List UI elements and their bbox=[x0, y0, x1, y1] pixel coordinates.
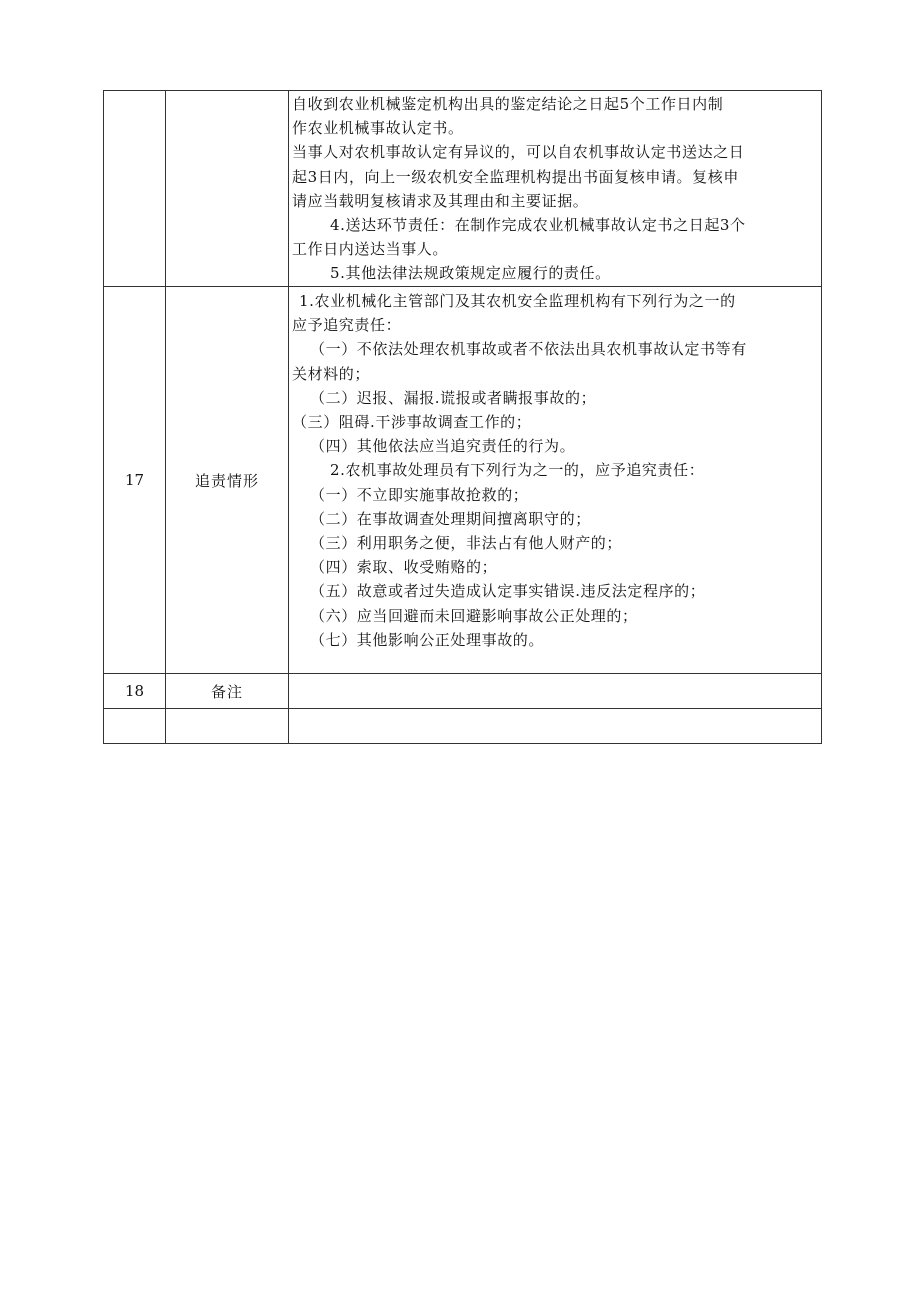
row-number-cell: 17 bbox=[104, 287, 166, 674]
content-line: 工作日内送达当事人。 bbox=[292, 240, 449, 259]
content-line: 当事人对农机事故认定有异议的，可以自农机事故认定书送达之日 bbox=[292, 143, 745, 162]
content-line: 自收到农业机械鉴定机构出具的鉴定结论之日起5个工作日内制 bbox=[292, 95, 724, 113]
content-line: （四）其他依法应当追究责任的行为。 bbox=[310, 437, 576, 456]
row-number-cell: 18 bbox=[104, 674, 166, 709]
content-line: （五）故意或者过失造成认定事实错误.违反法定程序的； bbox=[310, 582, 706, 601]
content-line: （二）在事故调查处理期间擅离职守的； bbox=[310, 509, 591, 528]
table-row bbox=[104, 91, 822, 287]
table-row bbox=[104, 674, 822, 709]
content-line: 关材料的； bbox=[292, 364, 371, 383]
content-line: 作农业机械事故认定书。 bbox=[292, 119, 464, 138]
content-line: 4.送达环节责任：在制作完成农业机械事故认定书之日起3个 bbox=[330, 216, 746, 235]
content-line: （七）其他影响公正处理事故的。 bbox=[310, 630, 545, 649]
row-content-cell bbox=[289, 709, 822, 744]
content-line: （二）迟报、漏报.谎报或者瞒报事故的； bbox=[310, 388, 597, 407]
row-content-lines bbox=[289, 287, 821, 673]
content-line: 起3日内，向上一级农机安全监理机构提出书面复核申请。复核申 bbox=[292, 167, 739, 186]
content-line: 1.农业机械化主管部门及其农机安全监理机构有下列行为之一的 bbox=[299, 292, 736, 310]
content-line: （三）利用职务之便，非法占有他人财产的； bbox=[310, 534, 623, 553]
responsibility-table bbox=[103, 90, 822, 744]
content-line: 请应当载明复核请求及其理由和主要证据。 bbox=[292, 191, 589, 210]
content-line: 5.其他法律法规政策规定应履行的责任。 bbox=[330, 264, 611, 283]
row-item-name-cell: 备注 bbox=[166, 674, 289, 709]
content-line: （一）不依法处理农机事故或者不依法出具农机事故认定书等有 bbox=[310, 340, 747, 359]
content-line: （一）不立即实施事故抢救的； bbox=[310, 485, 529, 504]
content-line: （六）应当回避而未回避影响事故公正处理的； bbox=[310, 606, 638, 625]
table-row bbox=[104, 709, 822, 744]
row-item-name-cell: 追责情形 bbox=[166, 287, 289, 674]
row-number-cell bbox=[104, 709, 166, 744]
table-row bbox=[104, 287, 822, 674]
row-item-name-cell bbox=[166, 91, 289, 287]
content-line: （四）索取、收受贿赂的； bbox=[310, 558, 498, 577]
row-content-cell bbox=[289, 287, 822, 674]
row-content-cell bbox=[289, 674, 822, 709]
row-item-name-cell bbox=[166, 709, 289, 744]
content-line: 应予追究责任： bbox=[292, 316, 402, 335]
row-content-cell bbox=[289, 91, 822, 287]
row-content-lines bbox=[289, 91, 821, 286]
row-number-cell bbox=[104, 91, 166, 287]
content-line: （三）阻碍.干涉事故调查工作的； bbox=[292, 413, 532, 432]
content-line: 2.农机事故处理员有下列行为之一的，应予追究责任： bbox=[330, 461, 705, 480]
